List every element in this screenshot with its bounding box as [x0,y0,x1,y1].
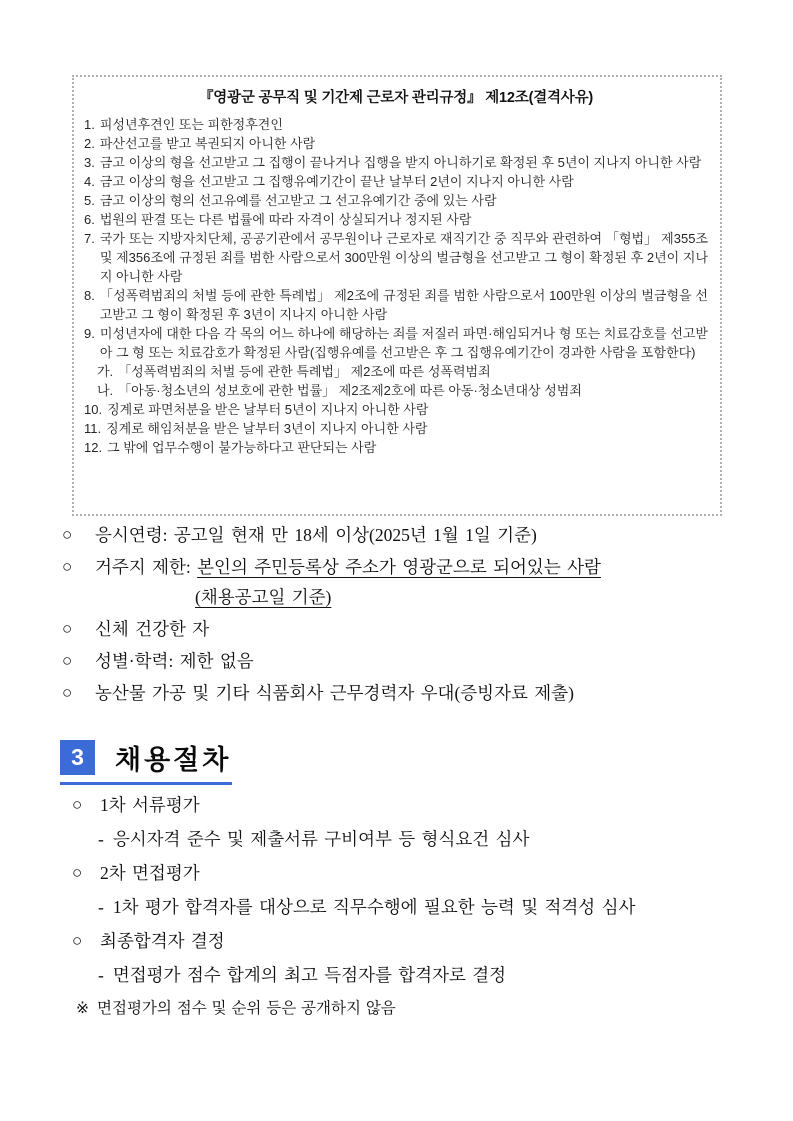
requirement-text: 신체 건강한 자 [95,619,210,639]
procedure-step-1-detail [98,828,732,850]
rule-subitem-na [84,381,708,400]
requirements-list [62,524,742,714]
requirement-age [62,524,742,546]
rule-item-text: 징계로 해임처분을 받은 날부터 3년이 지나지 아니한 사람 [106,421,428,436]
rule-item-3 [84,153,708,172]
circle-bullet-icon: ○ [72,863,83,882]
procedure-step-3 [72,930,732,952]
rule-item-number: 가. [97,364,114,379]
dash-bullet-icon: - [98,965,104,985]
procedure-list [72,794,732,1020]
rule-item-4 [84,172,708,191]
rule-item-12 [84,438,708,457]
rule-item-text: 「성폭력범죄의 처벌 등에 관한 특례법」 제2조에 규정된 죄를 범한 사람으로서 100만원 이상의 벌금형을 선고받고 그 형이 확정된 후 3년이 지나지 아니한 사람 [99,288,708,322]
circle-bullet-icon: ○ [62,651,73,670]
procedure-step-2 [72,862,732,884]
section-3-header [60,738,232,785]
requirement-gender-education [62,650,742,672]
reference-mark-icon: ※ [76,1000,89,1017]
circle-bullet-icon: ○ [72,795,83,814]
rule-item-number: 2. [84,136,95,151]
rule-item-text: 국가 또는 지방자치단체, 공공기관에서 공무원이나 근로자로 재직기간 중 직무와 관련하여 「형법」 제355조 및 제356조에 규정된 죄를 범한 사람으로서 300만원 이상의 벌금형을 선고받고 그 형이 확정된 후 2년이 지나지 아니한 사람 [99,231,708,284]
rule-item-text: 금고 이상의 형을 선고받고 그 집행이 끝나거나 집행을 받지 아니하기로 확정된 후 5년이 지나지 아니한 사람 [99,155,702,170]
circle-bullet-icon: ○ [62,525,73,544]
rule-item-number: 9. [84,326,95,341]
section-title: 채용절차 [115,745,232,775]
procedure-step-3-detail [98,964,732,986]
rule-box-title: 『영광군 공무직 및 기간제 근로자 관리규정』 제12조(결격사유) [198,90,594,106]
rule-item-number: 6. [84,212,95,227]
procedure-note-text: 면접평가의 점수 및 순위 등은 공개하지 않음 [97,1000,396,1017]
rule-item-7 [84,229,708,286]
rule-item-text: 피성년후견인 또는 피한정후견인 [99,117,283,132]
rule-item-number: 1. [84,117,95,132]
disqualification-rule-box [72,75,722,516]
residence-label: 거주지 제한: [95,557,198,577]
residence-underlined-text: 본인의 주민등록상 주소가 영광군으로 되어있는 사람 [197,557,601,577]
procedure-step-title: 최종합격자 결정 [100,931,225,951]
dash-bullet-icon: - [98,829,104,849]
requirement-residence [62,556,742,578]
requirement-text: 응시연령: 공고일 현재 만 18세 이상(2025년 1월 1일 기준) [95,525,537,545]
dash-bullet-icon: - [98,897,104,917]
rule-item-8 [84,286,708,324]
rule-item-number: 4. [84,174,95,189]
rule-item-number: 8. [84,288,95,303]
procedure-step-title: 1차 서류평가 [100,795,200,815]
rule-item-10 [84,400,708,419]
rule-item-number: 12. [84,440,103,455]
circle-bullet-icon: ○ [62,683,73,702]
rule-item-text: 징계로 파면처분을 받은 날부터 5년이 지나지 아니한 사람 [107,402,429,417]
rule-item-2 [84,134,708,153]
procedure-detail-text: 1차 평가 합격자를 대상으로 직무수행에 필요한 능력 및 적격성 심사 [112,897,636,917]
rule-item-number: 7. [84,231,95,246]
rule-item-text: 법원의 판결 또는 다른 법률에 따라 자격이 상실되거나 정지된 사람 [99,212,472,227]
rule-item-9 [84,324,708,362]
procedure-note [76,998,732,1020]
requirement-health [62,618,742,640]
rule-item-number: 5. [84,193,95,208]
rule-item-text: 「아동·청소년의 성보호에 관한 법률」 제2조제2호에 따른 아동·청소년대상 성범죄 [118,383,582,398]
circle-bullet-icon: ○ [72,931,83,950]
circle-bullet-icon: ○ [62,557,73,576]
rule-subitem-ga [84,362,708,381]
section-underline [60,782,232,785]
rule-item-text: 그 밖에 업무수행이 불가능하다고 판단되는 사람 [107,440,377,455]
rule-item-text: 금고 이상의 형의 선고유예를 선고받고 그 선고유예기간 중에 있는 사람 [99,193,497,208]
rule-item-1 [84,115,708,134]
rule-item-text: 「성폭력범죄의 처벌 등에 관한 특례법」 제2조에 따른 성폭력범죄 [118,364,491,379]
procedure-detail-text: 응시자격 준수 및 제출서류 구비여부 등 형식요건 심사 [112,829,530,849]
requirement-text [95,556,742,578]
procedure-step-title: 2차 면접평가 [100,863,200,883]
rule-item-number: 11. [84,421,102,436]
circle-bullet-icon: ○ [62,619,73,638]
procedure-detail-text: 면접평가 점수 합계의 최고 득점자를 합격자로 결정 [112,965,507,985]
residence-underlined-text2: (채용공고일 기준) [195,587,332,607]
rule-item-text: 파산선고를 받고 복권되지 아니한 사람 [99,136,316,151]
rule-item-text: 금고 이상의 형을 선고받고 그 집행유예기간이 끝난 날부터 2년이 지나지 아니한 사람 [99,174,574,189]
section-header-row [60,738,232,777]
section-number-badge: 3 [60,740,95,775]
rule-item-5 [84,191,708,210]
procedure-step-2-detail [98,896,732,918]
requirement-text: 농산물 가공 및 기타 식품회사 근무경력자 우대(증빙자료 제출) [95,683,574,703]
procedure-step-1 [72,794,732,816]
rule-item-6 [84,210,708,229]
rule-item-text: 미성년자에 대한 다음 각 목의 어느 하나에 해당하는 죄를 저질러 파면·해임되거나 형 또는 치료감호를 선고받아 그 형 또는 치료감호가 확정된 사람(집행유예를 선고받은 후 그 집행유예기간이 경과한 사람을 포함한다) [99,326,708,360]
rule-item-11 [84,419,708,438]
rule-item-number: 3. [84,155,95,170]
rule-item-number: 나. [97,383,114,398]
residence-line2 [195,586,742,608]
requirement-text: 성별·학력: 제한 없음 [95,651,254,671]
requirement-preference [62,682,742,704]
rule-item-number: 10. [84,402,103,417]
